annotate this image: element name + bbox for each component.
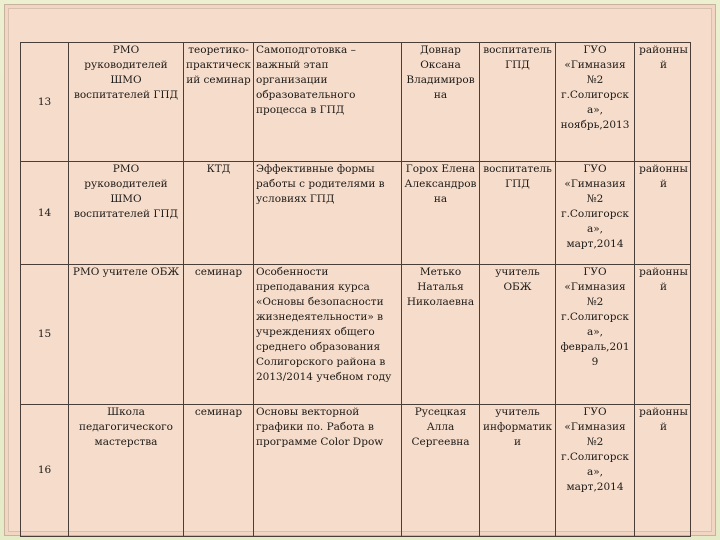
place-date-cell: ГУО «Гимназия №2 г.Солигорска», февраль,2019 (556, 265, 635, 405)
level-cell: районный (635, 43, 691, 162)
table-row (21, 265, 691, 405)
position-cell: учитель информатики (480, 405, 556, 537)
event-form-cell: Школа педагогического мастерства (69, 405, 184, 537)
row-number: 14 (37, 206, 52, 219)
level-cell: районный (635, 162, 691, 265)
row-number-cell (21, 405, 69, 537)
event-type-cell: семинар (184, 265, 254, 405)
event-type-cell: КТД (184, 162, 254, 265)
position-cell: учитель ОБЖ (480, 265, 556, 405)
author-cell: Горох Елена Александровна (402, 162, 480, 265)
table-row (21, 405, 691, 537)
table-row (21, 162, 691, 265)
event-form-cell: РМО учителе ОБЖ (69, 265, 184, 405)
row-number-cell (21, 43, 69, 162)
level-cell: районный (635, 265, 691, 405)
author-cell: Метько Наталья Николаевна (402, 265, 480, 405)
event-form-cell: РМО руководителей ШМО воспитателей ГПД (69, 43, 184, 162)
row-number: 13 (37, 95, 52, 108)
event-form-cell: РМО руководителей ШМО воспитателей ГПД (69, 162, 184, 265)
event-type-cell: семинар (184, 405, 254, 537)
position-cell: воспитатель ГПД (480, 162, 556, 265)
place-date-cell: ГУО «Гимназия №2 г.Солигорска», март,2014 (556, 405, 635, 537)
event-topic-cell: Эффективные формы работы с родителями в условиях ГПД (254, 162, 402, 265)
event-topic-cell: Основы векторной графики по. Работа в программе Color Dpow (254, 405, 402, 537)
place-date-cell: ГУО «Гимназия №2 г.Солигорска», март,2014 (556, 162, 635, 265)
place-date-cell: ГУО «Гимназия №2 г.Солигорска», ноябрь,2013 (556, 43, 635, 162)
table-row (21, 43, 691, 162)
events-table (20, 42, 691, 537)
row-number-cell (21, 162, 69, 265)
position-cell: воспитатель ГПД (480, 43, 556, 162)
row-number: 16 (37, 464, 52, 476)
author-cell: Довнар Оксана Владимировна (402, 43, 480, 162)
level-cell: районный (635, 405, 691, 537)
event-type-cell: теоретико-практический семинар (184, 43, 254, 162)
row-number: 15 (37, 328, 52, 340)
event-topic-cell: Самоподготовка – важный этап организации образовательного процесса в ГПД (254, 43, 402, 162)
event-topic-cell: Особенности преподавания курса «Основы безопасности жизнедеятельности» в учреждениях общего среднего образования Солигорского района в 2013/2014 учебном году (254, 265, 402, 405)
author-cell: Русецкая Алла Сергеевна (402, 405, 480, 537)
row-number-cell (21, 265, 69, 405)
